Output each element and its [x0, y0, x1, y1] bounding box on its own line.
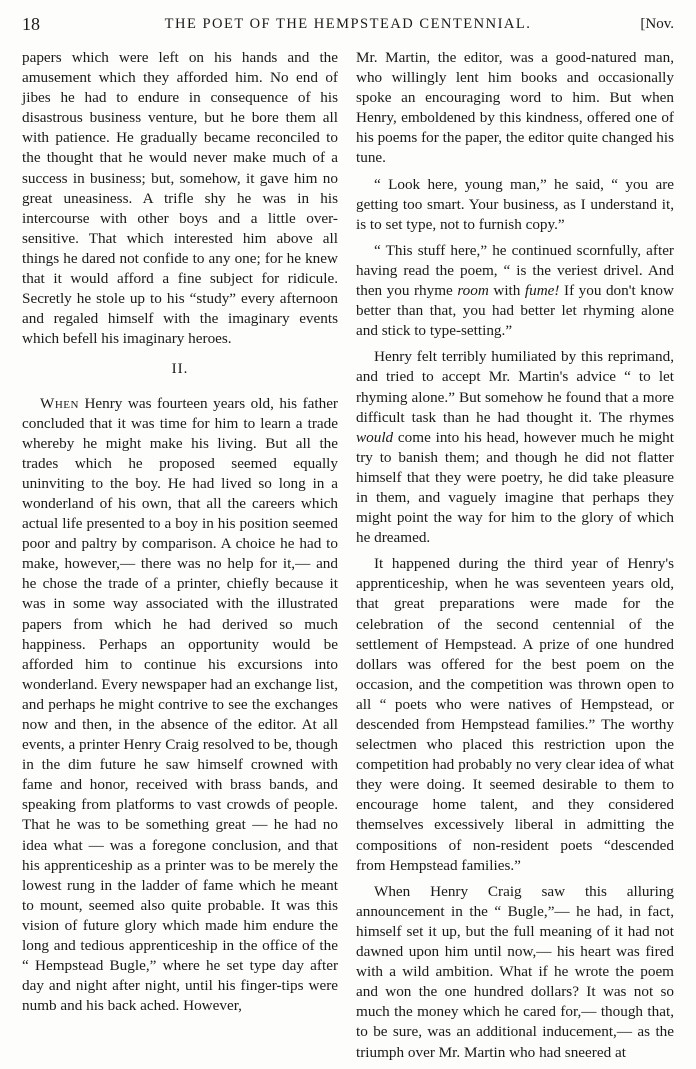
emphasis: would: [356, 428, 394, 446]
issue-month: [Nov.: [640, 16, 674, 32]
paragraph: “ Look here, young man,” he said, “ you are getting too smart. Your business, as I understand it, is to set type, not to furnish copy.”: [356, 175, 674, 233]
paragraph: [356, 347, 674, 548]
right-column: [356, 48, 674, 1069]
paragraph: Mr. Martin, the editor, was a good-natured man, who willingly lent him books and occasionally spoke an encouraging word to him. But when Henry, emboldened by this kindness, offered one of his poems for the paper, the editor quite changed his tune.: [356, 49, 674, 167]
page-number: 18: [22, 14, 40, 34]
emphasis: fume!: [524, 282, 560, 300]
left-column: [22, 48, 338, 1022]
paragraph-text: If you don't know better than that, you had better let rhyming alone and stick to type-setting.”: [356, 282, 674, 340]
paragraph-text: “ This stuff here,” he continued scornfully, after having read the poem, “ is the veriest drivel. And then you rhyme: [356, 241, 674, 300]
emphasis: room: [457, 282, 489, 300]
paragraph: When Henry Craig saw this alluring announcement in the “ Bugle,”— he had, in fact, himself set it up, but the full meaning of it had not dawned upon him until now,— his heart was fired with a wild ambition. What if he wrote the poem and won the one hundred dollars? It was not so much the money which he cared for,— though that, to be sure, was an additional inducement,— as the triumph over Mr. Martin who had sneered at: [356, 882, 674, 1061]
paragraph: papers which were left on his hands and the amusement which they afforded him. No end of jibes he had to endure in consequence of his disastrous business venture, but he bore them all with patience. He gradually became reconciled to the thought that he would never make much of a success in business; but, somehow, it gave him no great uneasiness. A trifle shy he was in his intercourse with other boys and a little over-sensitive. That which interested him above all things he dared not confide to any one; for he knew that it would afford a fine subject for ridicule. Secretly he stole up to his “study” every afternoon and regaled himself with the imaginary events which befell his imaginary heroes.: [22, 49, 338, 348]
paragraph-text: come into his head, however much he might try to banish them; and though he did not flatter himself that they were poetry, he did take pleasure in them, and vaguely imagine that perhaps they might point the way for him to the glory of which he dreamed.: [356, 428, 674, 547]
paragraph-text: with: [488, 282, 525, 300]
running-title: THE POET OF THE HEMPSTEAD CENTENNIAL.: [164, 16, 532, 32]
paragraph: It happened during the third year of Henry's apprenticeship, when he was seventeen years old, that great preparations were made for the celebration of the second centennial of the settlement of Hempstead. A prize of one hundred dollars was offered for the best poem on the occasion, and the competition was thrown open to all “ poets who were natives of Hempstead, or descended from Hempstead families.” The worthy selectmen who placed this restriction upon the competition had probably no very clear idea of what they were doing. It seemed desirable to them to encourage home talent, and they considered themselves excessively liberal in admitting the compositions of non-resident poets “descended from Hempstead families.”: [356, 555, 674, 874]
lead-word: When: [40, 394, 79, 412]
paragraph: [356, 241, 674, 341]
paragraph: [22, 394, 338, 1017]
paragraph-text: Henry felt terribly humiliated by this reprimand, and tried to accept Mr. Martin's advice “ to let rhyming alone.” But somehow he found that a more difficult task than he had thought it. The rhymes: [356, 348, 674, 426]
section-heading: II.: [171, 361, 189, 378]
paragraph-text: Henry was fourteen years old, his father concluded that it was time for him to learn a trade whereby he might make his living. But all the trades which he proposed seemed equally uninviting to the boy. He had lived so long in a wonderland of his own, that all the careers which actual life presented to a boy in his position seemed poor and paltry by comparison. A choice he had to make, however,— there was no help for it,— and he chose the trade of a printer, chiefly because it was in some way associated with the illustrated papers from which he had derived so much happiness. Perhaps an opportunity would be afforded him to continue his excursions into wonderland. Every newspaper had an exchange list, and perhaps he might contrive to see the exchanges now and then, in the absence of the editor. At all events, a printer Henry Craig resolved to be, though in the dim future he saw himself crowned with fame and honor, received with brass bands, and speaking from platforms to vast crowds of people. That he was to be something great — he had no idea what — was a foregone conclusion, and that his apprenticeship as a printer was to be merely the lowest rung in the ladder of fame which he meant to mount, seemed also quite probable. It was this vision of future glory which made him endure the long and tedious apprenticeship in the office of the “ Hempstead Bugle,” where he set type day after day and night after night, until his finger-tips were numb and his back ached. However,: [22, 394, 338, 1015]
running-header: [22, 14, 674, 38]
